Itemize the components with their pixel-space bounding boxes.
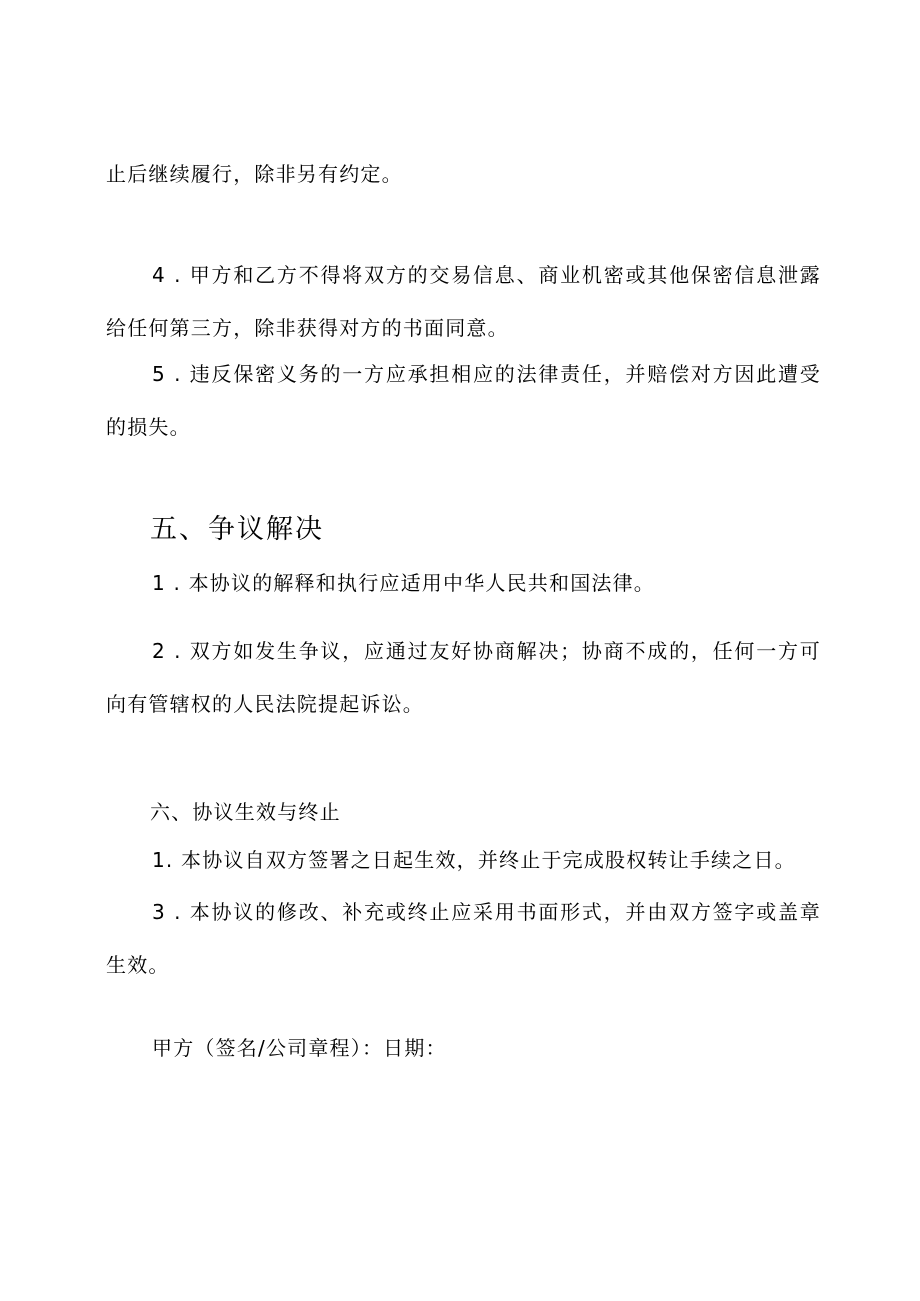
signature-line-party-a: 甲方（签名/公司章程）：日期： [152, 1036, 447, 1060]
effect-clause-3: 3 . 本协议的修改、补充或终止应采用书面形式，并由双方签字或盖章生效。 [106, 900, 821, 977]
dispute-clause-1: 1 . 本协议的解释和执行应适用中华人民共和国法律。 [152, 571, 655, 595]
section-title-effect-termination: 六、协议生效与终止 [150, 800, 341, 824]
dispute-clause-2: 2 . 双方如发生争议，应通过友好协商解决；协商不成的，任何一方可向有管辖权的人民法院提起诉讼。 [106, 639, 821, 716]
continued-paragraph: 止后继续履行，除非另有约定。 [106, 162, 403, 186]
confidentiality-clause-4: 4 . 甲方和乙方不得将双方的交易信息、商业机密或其他保密信息泄露给任何第三方，除非获得对方的书面同意。 [106, 263, 821, 340]
effect-clause-1: 1. 本协议自双方签署之日起生效，并终止于完成股权转让手续之日。 [152, 848, 796, 872]
section-title-dispute-resolution: 五、争议解决 [150, 514, 324, 545]
confidentiality-clause-5: 5 . 违反保密义务的一方应承担相应的法律责任，并赔偿对方因此遭受的损失。 [106, 362, 821, 439]
